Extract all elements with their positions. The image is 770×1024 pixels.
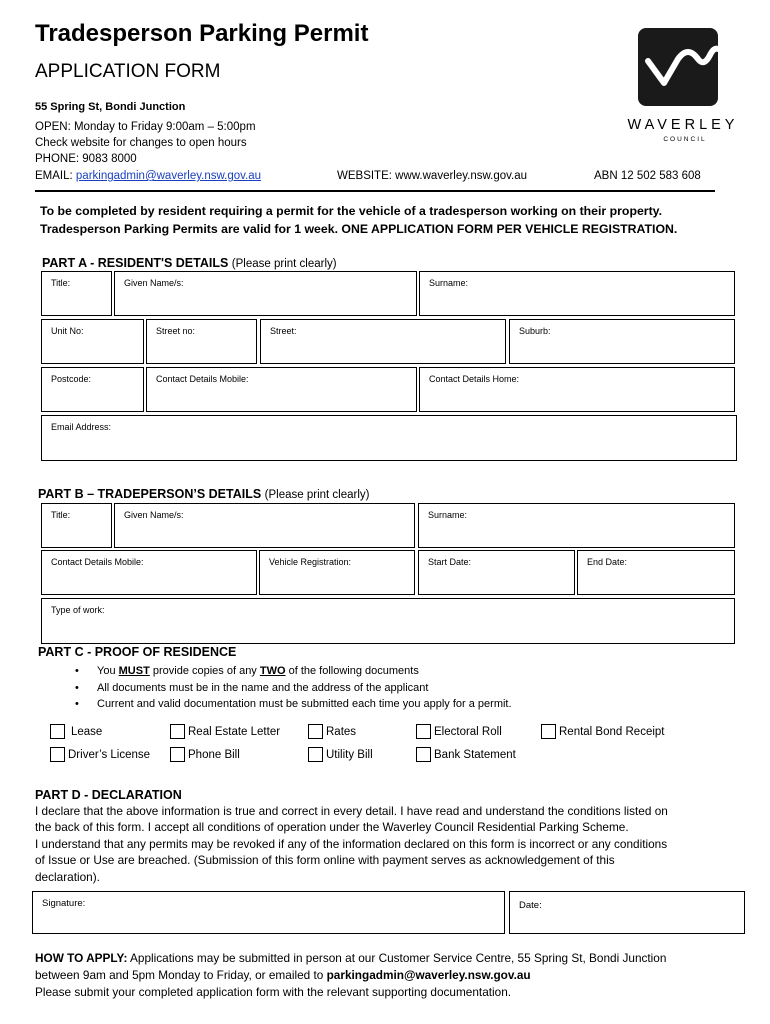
- bullet-current: • Current and valid documentation must be submitted each time you apply for a permit.: [75, 696, 512, 713]
- form-title: Tradesperson Parking Permit: [35, 20, 369, 47]
- abn: ABN 12 502 583 608: [594, 170, 701, 182]
- field-label: Given Name/s:: [124, 510, 184, 520]
- checkbox-square[interactable]: [170, 747, 185, 762]
- electoral-roll-checkbox[interactable]: [416, 724, 502, 739]
- date-field[interactable]: [509, 891, 745, 934]
- resident-suburb-field[interactable]: [509, 319, 735, 364]
- trade-mobile-field[interactable]: [41, 550, 257, 595]
- resident-home-phone-field[interactable]: [419, 367, 735, 412]
- field-label: Contact Details Home:: [429, 374, 520, 384]
- how-to-apply-text: between 9am and 5pm Monday to Friday, or emailed to: [35, 968, 327, 982]
- checkbox-square[interactable]: [50, 747, 65, 762]
- two-emphasis: TWO: [259, 665, 286, 677]
- phone-bill-checkbox[interactable]: [170, 747, 240, 762]
- field-label: Signature:: [42, 898, 86, 909]
- checkbox-label: Electoral Roll: [434, 725, 502, 738]
- part-c-heading: PART C - PROOF OF RESIDENCE: [38, 645, 237, 659]
- field-label: Surname:: [428, 510, 468, 520]
- header-divider: [35, 190, 715, 192]
- check-website-note: Check website for changes to open hours: [35, 137, 247, 149]
- checkbox-label: Driver’s License: [68, 748, 151, 761]
- resident-street-field[interactable]: [260, 319, 506, 364]
- bullet-text: of the following documents: [285, 665, 419, 677]
- checkbox-label: Rental Bond Receipt: [559, 725, 665, 738]
- trade-title-field[interactable]: [41, 503, 112, 548]
- field-label: Start Date:: [428, 557, 472, 567]
- how-to-apply-text: Applications may be submitted in person at our Customer Service Centre, 55 Spring St, Bondi Junction: [127, 951, 667, 965]
- field-label: Surname:: [429, 278, 469, 288]
- field-label: Title:: [51, 278, 71, 288]
- resident-email-field[interactable]: [41, 415, 737, 461]
- checkbox-label: Phone Bill: [188, 748, 240, 761]
- trade-given-names-field[interactable]: [114, 503, 415, 548]
- field-label: Type of work:: [51, 605, 105, 615]
- part-a-title: PART A - RESIDENT'S DETAILS: [42, 256, 229, 270]
- field-label: End Date:: [587, 557, 628, 567]
- field-label: Suburb:: [519, 326, 551, 336]
- how-to-apply-line-2: [35, 967, 755, 984]
- form-subtitle: APPLICATION FORM: [35, 61, 221, 82]
- email-link[interactable]: parkingadmin@waverley.nsw.gov.au: [75, 170, 262, 182]
- checkbox-square[interactable]: [416, 724, 431, 739]
- rental-bond-checkbox[interactable]: [541, 724, 664, 739]
- declaration-line: I understand that any permits may be revoked if any of the information declared on this form is incorrect or any conditions: [35, 836, 668, 851]
- council-logo: [627, 25, 740, 150]
- bullet-must: [75, 663, 512, 680]
- how-to-apply: [35, 950, 755, 1001]
- bank-statement-checkbox[interactable]: [416, 747, 516, 762]
- drivers-license-checkbox[interactable]: [50, 747, 150, 762]
- field-label: Street no:: [156, 326, 196, 336]
- checkbox-square[interactable]: [308, 747, 323, 762]
- field-label: Given Name/s:: [124, 278, 184, 288]
- intro-text: [40, 202, 740, 238]
- lease-checkbox[interactable]: [50, 724, 102, 739]
- part-b-title: PART B – TRADEPERSON’S DETAILS: [38, 487, 262, 501]
- resident-surname-field[interactable]: [419, 271, 735, 316]
- part-a-note: (Please print clearly): [231, 258, 337, 270]
- field-label: Date:: [519, 900, 542, 911]
- intro-line-2: Tradesperson Parking Permits are valid for 1 week. ONE APPLICATION FORM PER VEHICLE REGISTRATION.: [40, 222, 678, 236]
- part-c-bullets: [75, 663, 512, 713]
- resident-unit-no-field[interactable]: [41, 319, 144, 364]
- resident-postcode-field[interactable]: [41, 367, 144, 412]
- field-label: Title:: [51, 510, 71, 520]
- field-label: Postcode:: [51, 374, 92, 384]
- checkbox-square[interactable]: [308, 724, 323, 739]
- bullet-applicant: • All documents must be in the name and the address of the applicant: [75, 680, 512, 697]
- website: WEBSITE: www.waverley.nsw.gov.au: [337, 170, 528, 182]
- end-date-field[interactable]: [577, 550, 735, 595]
- intro-line-1: To be completed by resident requiring a permit for the vehicle of a tradesperson working on their property.: [40, 204, 663, 218]
- declaration-line: the back of this form. I accept all conditions of operation under the Waverley Council Residential Parking Scheme.: [35, 820, 629, 835]
- checkbox-label: Real Estate Letter: [188, 725, 281, 738]
- trade-surname-field[interactable]: [418, 503, 735, 548]
- how-to-apply-label: HOW TO APPLY:: [35, 951, 128, 965]
- checkbox-label: Lease: [71, 725, 103, 738]
- phone-number: PHONE: 9083 8000: [35, 153, 137, 165]
- part-b-note: (Please print clearly): [264, 489, 370, 501]
- open-hours: OPEN: Monday to Friday 9:00am – 5:00pm: [35, 121, 256, 133]
- checkbox-square[interactable]: [170, 724, 185, 739]
- checkbox-label: Rates: [326, 725, 357, 738]
- declaration-line: of Issue or Use are breached. (Submission of this form online with payment serves as acknowledgement of this: [35, 853, 615, 868]
- field-label: Email Address:: [51, 422, 112, 432]
- checkbox-label: Bank Statement: [434, 748, 516, 761]
- email-line: [35, 170, 261, 182]
- field-label: Contact Details Mobile:: [156, 374, 249, 384]
- checkbox-square[interactable]: [541, 724, 556, 739]
- resident-street-no-field[interactable]: [146, 319, 257, 364]
- declaration-line: I declare that the above information is true and correct in every detail. I have read and understand the conditions listed on: [35, 804, 668, 818]
- email-label: EMAIL:: [35, 170, 76, 182]
- declaration-text: [35, 803, 750, 885]
- part-d-heading: PART D - DECLARATION: [35, 788, 182, 802]
- how-to-apply-line-3: Please submit your completed application form with the relevant supporting documentation.: [35, 985, 512, 999]
- declaration-line: declaration).: [35, 869, 100, 884]
- council-address: 55 Spring St, Bondi Junction: [35, 101, 186, 113]
- utility-bill-checkbox[interactable]: [308, 747, 373, 762]
- field-label: Street:: [270, 326, 297, 336]
- start-date-field[interactable]: [418, 550, 575, 595]
- logo-sub: COUNCIL: [663, 136, 707, 143]
- signature-field[interactable]: [32, 891, 505, 934]
- apply-email[interactable]: parkingadmin@waverley.nsw.gov.au: [326, 968, 531, 982]
- type-of-work-field[interactable]: [41, 598, 735, 644]
- logo-name: WAVERLEY: [627, 117, 739, 133]
- resident-title-field[interactable]: [41, 271, 112, 316]
- part-b-heading: [38, 487, 369, 501]
- vehicle-registration-field[interactable]: [259, 550, 415, 595]
- checkbox-square[interactable]: [416, 747, 431, 762]
- part-a-heading: [42, 256, 337, 270]
- resident-given-names-field[interactable]: [114, 271, 417, 316]
- real-estate-letter-checkbox[interactable]: [170, 724, 280, 739]
- field-label: Vehicle Registration:: [269, 557, 352, 567]
- bullet-text: provide copies of any: [149, 665, 260, 677]
- checkbox-square[interactable]: [50, 724, 65, 739]
- how-to-apply-line-1: [35, 950, 755, 967]
- rates-checkbox[interactable]: [308, 724, 356, 739]
- resident-mobile-field[interactable]: [146, 367, 417, 412]
- bullet-text: You: [97, 665, 119, 677]
- must-emphasis: MUST: [118, 665, 150, 677]
- field-label: Unit No:: [51, 326, 84, 336]
- checkbox-label: Utility Bill: [326, 748, 373, 761]
- field-label: Contact Details Mobile:: [51, 557, 144, 567]
